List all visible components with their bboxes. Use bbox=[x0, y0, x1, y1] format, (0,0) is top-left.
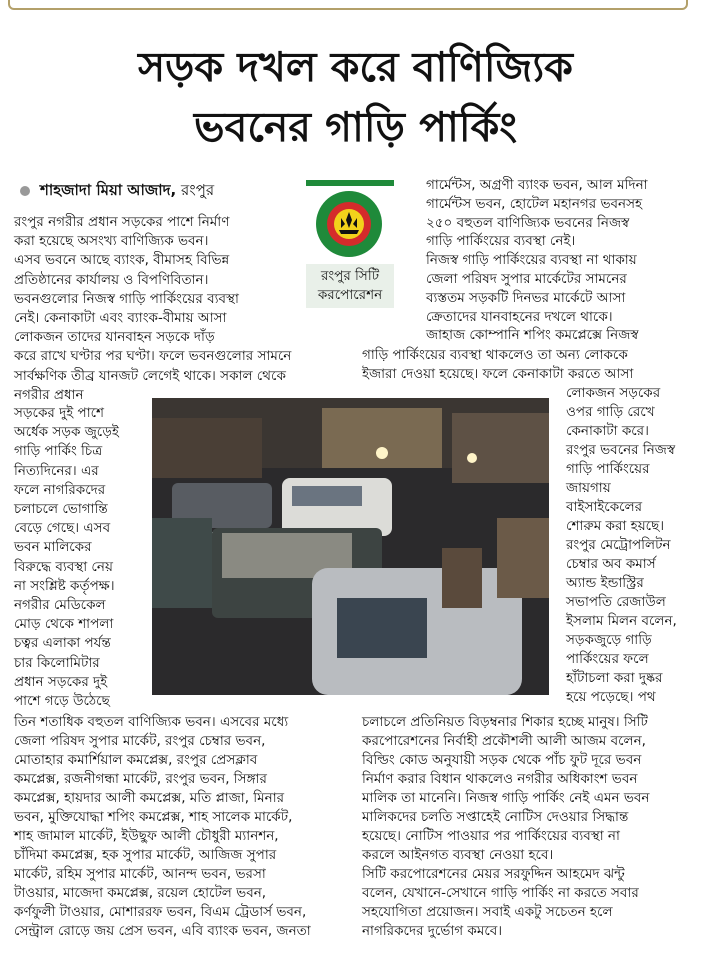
text-line: ইসলাম মিলন বলেন, bbox=[566, 613, 677, 629]
text-line: ক্রেতাদের যানবাহনের দখলে থাকে। bbox=[426, 308, 613, 325]
author-name: শাহজাদা মিয়া আজাদ, bbox=[40, 181, 177, 199]
text-line: জেলা পরিষদ সুপার মার্কেটের সামনের bbox=[426, 271, 627, 287]
text-line: করলে আইনগত ব্যবস্থা নেওয়া হবে। bbox=[362, 847, 554, 863]
text-line: মালিক তা মানেনি। নিজস্ব গাড়ি পার্কিং নেই এমন ভবন bbox=[362, 790, 650, 806]
byline bbox=[20, 180, 214, 200]
text-line: নিত্যদিনের। এর bbox=[14, 462, 99, 479]
text-line: ২৫০ বহুতল বাণিজ্যিক ভবনের নিজস্ব bbox=[426, 214, 630, 231]
text-line: শাহ জামাল মার্কেট, ইউছুফ আলী চৌধুরী ম্যানশন, bbox=[14, 828, 279, 844]
text-line: টাওয়ার, মাজেদা কমপ্লেক্স, রয়েল হোটেল ভবন, bbox=[14, 885, 267, 901]
text-line: সিটি করপোরেশনের মেয়র সরফুদ্দিন আহমেদ ঝন্টু bbox=[362, 866, 625, 882]
text-line: ভবনগুলোর নিজস্ব গাড়ি পার্কিংয়ের ব্যবস্থা bbox=[14, 290, 239, 307]
text-line: বাইসাইকেলের bbox=[566, 499, 643, 515]
text-line: সহযোগিতা প্রয়োজন। সবাই একটু সচেতন হলে bbox=[362, 904, 613, 920]
logo-top-band bbox=[306, 180, 394, 186]
text-line: নেই। কেনাকাটা এবং ব্যাংক-বীমায় আসা bbox=[14, 310, 227, 326]
text-line: গাড়ি পার্কিংয়ের bbox=[566, 461, 650, 477]
text-line: তিন শতাধিক বহুতল বাণিজ্যিক ভবন। এসবের মধ্যে bbox=[14, 714, 289, 730]
text-line: বিরুদ্ধে ব্যবস্থা নেয় bbox=[14, 558, 113, 575]
text-line: লোকজন সড়কের bbox=[566, 385, 661, 401]
text-line: করপোরেশনের নির্বাহী প্রকৌশলী আলী আজম বলেন, bbox=[362, 733, 646, 749]
city-corporation-logo bbox=[306, 180, 394, 310]
street-parking-photo bbox=[152, 398, 549, 695]
text-line: কর্ণফুলী টাওয়ার, মোশাররফ ভবন, বিএম ট্রেডার্স ভবন, bbox=[14, 904, 307, 920]
bullet-icon bbox=[20, 186, 30, 196]
text-line: সড়কজুড়ে গাড়ি bbox=[566, 632, 652, 648]
emblem-icon bbox=[315, 190, 383, 258]
logo-caption-line-2: করপোরেশন bbox=[317, 287, 383, 303]
text-line: নিজস্ব গাড়ি পার্কিংয়ের ব্যবস্থা না থাকায় bbox=[426, 252, 637, 269]
text-line: করে রাখে ঘণ্টার পর ঘণ্টা। ফলে ভবনগুলোর সামনে bbox=[14, 348, 292, 365]
top-frame-border bbox=[8, 0, 688, 10]
text-line: ব্যস্ততম সড়কটি দিনভর মার্কেটে আসা bbox=[426, 289, 626, 306]
text-line: বলেন, যেখানে-সেখানে গাড়ি পার্কিং না করতে সবার bbox=[362, 885, 639, 901]
text-line: নগরীর প্রধান bbox=[14, 386, 84, 403]
text-line: না সংশ্লিষ্ট কর্তৃপক্ষ। bbox=[14, 577, 115, 594]
byline-location: রংপুর bbox=[180, 181, 215, 199]
text-line: অর্ধেক সড়ক জুড়েই bbox=[14, 424, 119, 441]
text-line: চার কিলোমিটার bbox=[14, 654, 100, 671]
text-line: চাঁদিমা কমপ্লেক্স, হক সুপার মার্কেট, আজিজ সুপার bbox=[14, 847, 277, 863]
text-line: সেন্ট্রাল রোড়ে জয় প্রেস ভবন, এবি ব্যাংক ভবন, জনতা bbox=[14, 923, 311, 939]
text-line: হাঁটাচলা করা দুষ্কর bbox=[566, 670, 663, 686]
text-line: সড়কের দুই পাশে bbox=[14, 405, 105, 421]
text-line: গার্মেন্টস ভবন, হোটেল মহানগর ভবনসহ bbox=[426, 195, 643, 212]
text-line: গাড়ি পার্কিংয়ের ব্যবস্থা নেই। bbox=[426, 233, 576, 250]
text-line: গার্মেন্টস, অগ্রণী ব্যাংক ভবন, আল মদিনা bbox=[426, 177, 648, 193]
text-line: নাগরিকদের দুর্ভোগ কমবে। bbox=[362, 923, 503, 939]
text-line: রংপুর মেট্রোপলিটন bbox=[566, 537, 671, 553]
text-line: সার্বক্ষণিক তীব্র যানজট লেগেই থাকে। সকাল থেকে bbox=[14, 367, 286, 384]
text-line: হয়ে পড়েছে। পথ bbox=[566, 689, 656, 705]
text-line: কমপ্লেক্স, রজনীগন্ধা মার্কেট, রংপুর ভবন, সিঙ্গার bbox=[14, 771, 267, 787]
headline-line-2: ভবনের গাড়ি পার্কিং bbox=[194, 103, 517, 151]
text-line: নগরীর মেডিকেল bbox=[14, 597, 106, 613]
headline-line-1: সড়ক দখল করে বাণিজ্যিক bbox=[138, 43, 573, 91]
text-line: ইজারা দেওয়া হয়েছে। ফলে কেনাকাটা করতে আসা bbox=[362, 366, 634, 382]
text-line: গাড়ি পার্কিং চিত্র bbox=[14, 443, 103, 460]
text-line: করা হয়েছে অসংখ্য বাণিজ্যিক ভবন। bbox=[14, 233, 209, 250]
text-line: নির্মাণ করার বিধান থাকলেও নগরীর অধিকাংশ ভবন bbox=[362, 771, 638, 787]
text-line: ওপর গাড়ি রেখে bbox=[566, 404, 655, 420]
text-line: পাশে গড়ে উঠেছে bbox=[14, 693, 110, 709]
text-line: লোকজন তাদের যানবাহন সড়কে দাঁড় bbox=[14, 329, 215, 346]
text-line: ভবন, মুক্তিযোদ্ধা শপিং কমপ্লেক্স, শাহ সালেক মার্কেট, bbox=[14, 809, 293, 825]
text-line: এসব ভবনে আছে ব্যাংক, বীমাসহ বিভিন্ন bbox=[14, 252, 230, 269]
text-line: জেলা পরিষদ সুপার মার্কেট, রংপুর চেম্বার ভবন, bbox=[14, 733, 266, 749]
text-line: রংপুর নগরীর প্রধান সড়কের পাশে নির্মাণ bbox=[14, 214, 230, 230]
text-line: কেনাকাটা করে। bbox=[566, 423, 649, 439]
text-line: পার্কিংয়ের ফলে bbox=[566, 651, 649, 667]
text-line: রংপুর ভবনের নিজস্ব bbox=[566, 442, 676, 458]
logo-caption-line-1: রংপুর সিটি bbox=[320, 268, 380, 284]
text-line: মালিকদের চলতি সপ্তাহেই নোটিস দেওয়ার সিদ্ধান্ত bbox=[362, 809, 629, 825]
text-line: চেম্বার অব কমার্স bbox=[566, 556, 656, 572]
text-line: বেড়ে গেছে। এসব bbox=[14, 520, 111, 537]
text-line: প্রতিষ্ঠানের কার্যালয় ও বিপণিবিতান। bbox=[14, 271, 209, 288]
text-line: হয়েছে। নোটিস পাওয়ার পর পার্কিংয়ের ব্যবস্থা না bbox=[362, 828, 620, 844]
text-line: সভাপতি রেজাউল bbox=[566, 594, 666, 610]
text-line: ভবন মালিকের bbox=[14, 539, 92, 556]
text-line: জাহাজ কোম্পানি শপিং কমপ্লেক্সে নিজস্ব bbox=[426, 327, 639, 344]
text-line: চলাচলে ভোগান্তি bbox=[14, 501, 108, 517]
text-line: জায়গায় bbox=[566, 480, 611, 496]
text-line: চত্বর এলাকা পর্যন্ত bbox=[14, 635, 111, 652]
text-line: বিল্ডিং কোড অনুযায়ী সড়ক থেকে পাঁচ ফুট দূরে ভবন bbox=[362, 752, 642, 768]
text-line: মোড় থেকে শাপলা bbox=[14, 616, 114, 633]
text-line: গাড়ি পার্কিংয়ের ব্যবস্থা থাকলেও তা অন্য লোককে bbox=[362, 347, 628, 363]
text-line: প্রধান সড়কের দুই bbox=[14, 673, 108, 690]
text-line: মোতাহার কমার্শিয়াল কমপ্লেক্স, রংপুর প্রেসক্লাব bbox=[14, 752, 258, 768]
text-line: কমপ্লেক্স, হায়দার আলী কমপ্লেক্স, মতি প্লাজা, মিনার bbox=[14, 790, 285, 806]
text-line: চলাচলে প্রতিনিয়ত বিড়ম্বনার শিকার হচ্ছে মানুষ। সিটি bbox=[362, 714, 648, 730]
text-line: শোরুম করা হয়ছে। bbox=[566, 518, 665, 534]
text-line: মার্কেট, রহিম সুপার মার্কেট, আনন্দ ভবন, ভরসা bbox=[14, 866, 266, 882]
logo-caption bbox=[306, 264, 394, 308]
text-line: ফলে নাগরিকদের bbox=[14, 481, 106, 498]
text-line: অ্যান্ড ইন্ডাস্ট্রির bbox=[566, 575, 644, 591]
